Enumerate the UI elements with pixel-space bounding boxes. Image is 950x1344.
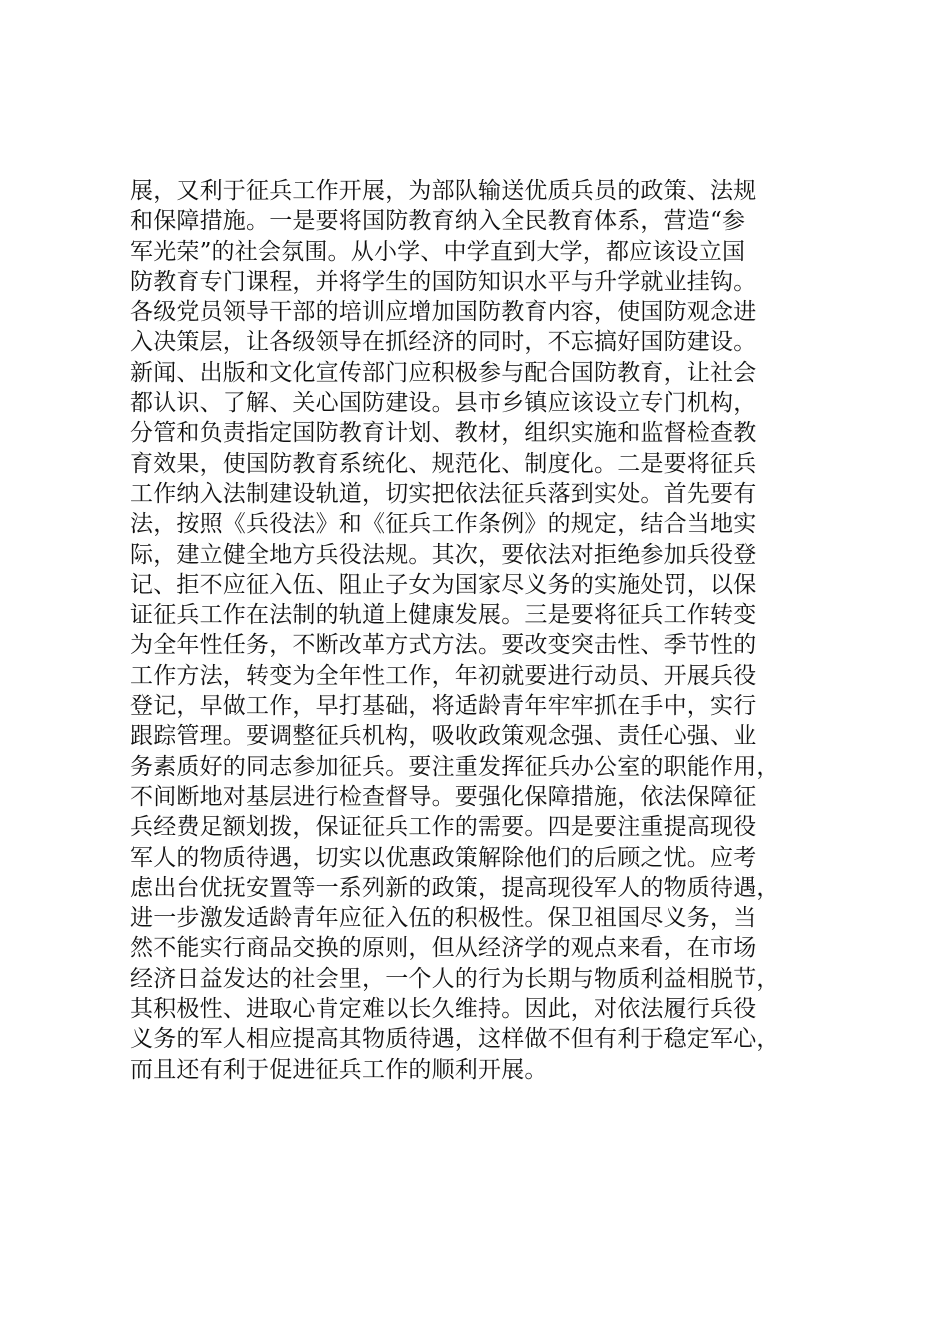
text-line: 和保障措施。一是要将国防教育纳入全民教育体系，营造“参 [130, 208, 746, 235]
text-line: 军人的物质待遇，切实以优惠政策解除他们的后顾之忧。应考 [130, 844, 757, 871]
text-line: 都认识、了解、关心国防建设。县市乡镇应该设立专门机构， [130, 390, 757, 417]
text-line: 际，建立健全地方兵役法规。其次，要依法对拒绝参加兵役登 [130, 541, 757, 568]
text-line: 防教育专门课程，并将学生的国防知识水平与升学就业挂钩。 [130, 268, 757, 295]
text-line: 证征兵工作在法制的轨道上健康发展。三是要将征兵工作转变 [130, 602, 757, 629]
text-line: 工作纳入法制建设轨道，切实把依法征兵落到实处。首先要有 [130, 480, 757, 507]
text-line: 记、拒不应征入伍、阻止子女为国家尽义务的实施处罚，以保 [130, 571, 757, 598]
text-line: 进一步激发适龄青年应征入伍的积极性。保卫祖国尽义务，当 [130, 905, 757, 932]
text-line: 而且还有利于促进征兵工作的顺利开展。 [130, 1056, 548, 1083]
text-line: 展，又利于征兵工作开展，为部队输送优质兵员的政策、法规 [130, 178, 757, 204]
text-line: 工作方法，转变为全年性工作，年初就要进行动员、开展兵役 [130, 662, 757, 689]
text-line: 务素质好的同志参加征兵。要注重发挥征兵办公室的职能作用， [130, 753, 780, 780]
text-line: 入决策层，让各级领导在抓经济的同时，不忘搞好国防建设。 [130, 329, 757, 356]
text-line: 跟踪管理。要调整征兵机构，吸收政策观念强、责任心强、业 [130, 723, 757, 750]
body-paragraph [130, 176, 830, 1085]
text-line: 然不能实行商品交换的原则，但从经济学的观点来看，在市场 [130, 935, 757, 962]
text-line: 义务的军人相应提高其物质待遇，这样做不但有利于稳定军心， [130, 1026, 780, 1053]
text-line: 登记，早做工作，早打基础，将适龄青年牢牢抓在手中，实行 [130, 693, 757, 720]
text-line: 新闻、出版和文化宣传部门应积极参与配合国防教育，让社会 [130, 359, 757, 386]
text-line: 兵经费足额划拨，保证征兵工作的需要。四是要注重提高现役 [130, 814, 757, 841]
text-line: 不间断地对基层进行检查督导。要强化保障措施，依法保障征 [130, 783, 757, 810]
text-line: 经济日益发达的社会里，一个人的行为长期与物质利益相脱节， [130, 965, 780, 992]
text-line: 为全年性任务，不断改革方式方法。要改变突击性、季节性的 [130, 632, 757, 659]
text-line: 虑出台优抚安置等一系列新的政策，提高现役军人的物质待遇， [130, 874, 780, 901]
text-line: 其积极性、进取心肯定难以长久维持。因此，对依法履行兵役 [130, 996, 757, 1023]
text-line: 各级党员领导干部的培训应增加国防教育内容，使国防观念进 [130, 299, 757, 326]
text-line: 军光荣”的社会氛围。从小学、中学直到大学，都应该设立国 [130, 238, 746, 265]
text-line: 法，按照《兵役法》和《征兵工作条例》的规定，结合当地实 [130, 511, 757, 538]
text-line: 育效果，使国防教育系统化、规范化、制度化。二是要将征兵 [130, 450, 757, 477]
text-line: 分管和负责指定国防教育计划、教材，组织实施和监督检查教 [130, 420, 757, 447]
